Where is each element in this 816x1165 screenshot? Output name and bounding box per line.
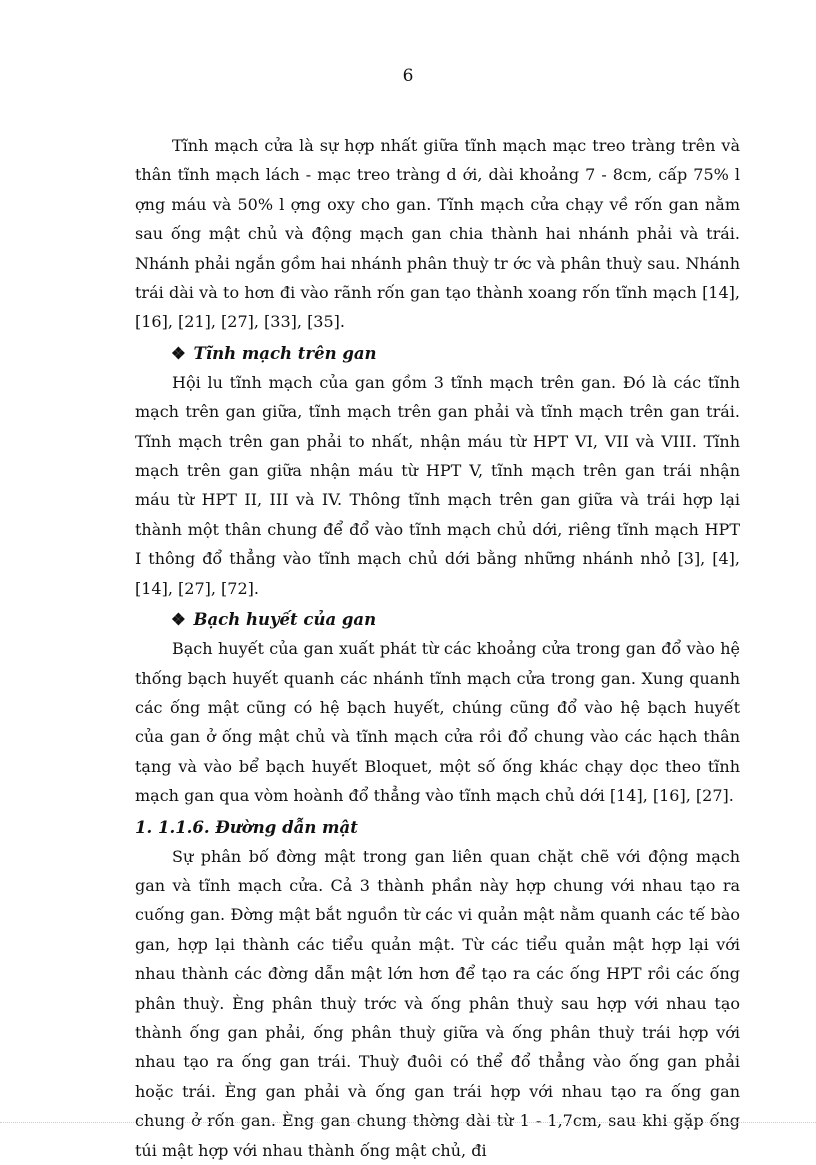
page-number: 6 bbox=[402, 66, 414, 86]
subheading-hepatic-veins bbox=[135, 339, 740, 368]
paragraph-lymphatics: Bạch huyết của gan xuất phát từ các khoảng cửa trong gan đổ vào hệ thống bạch huyết quanh các nhánh tĩnh mạch cửa trong gan. Xung quanh các ống mật cũng có hệ bạch huyết, chúng cũng đổ vào hệ bạch huyết của gan ở ống mật chủ và tĩnh mạch cửa rồi đổ chung vào các hạch thân tạng và vào bể bạch huyết Bloquet, một số ống khác chạy dọc theo tĩnh mạch gan qua vòm hoành đổ thẳng vào tĩnh mạch chủ dới [14], [16], [27]. bbox=[135, 639, 740, 806]
paragraph-portal-vein: Tĩnh mạch cửa là sự hợp nhất giữa tĩnh mạch mạc treo tràng trên và thân tĩnh mạch lách - mạc treo tràng d ới, dài khoảng 7 - 8cm, cấp 75% l ợng máu và 50% l ợng oxy cho gan. Tĩnh mạch cửa chạy về rốn gan nằm sau ống mật chủ và động mạch gan chia thành hai nhánh phải và trái. Nhánh phải ngắn gồm hai nhánh phân thuỳ tr ớc và phân thuỳ sau. Nhánh trái dài và to hơn đi vào rãnh rốn gan tạo thành xoang rốn tĩnh mạch [14], [16], [21], [27], [33], [35]. bbox=[135, 136, 740, 332]
paragraph-hepatic-veins: Hội lu tĩnh mạch của gan gồm 3 tĩnh mạch trên gan. Đó là các tĩnh mạch trên gan giữa, tĩnh mạch trên gan phải và tĩnh mạch trên gan trái. Tĩnh mạch trên gan phải to nhất, nhận máu từ HPT VI, VII và VIII. Tĩnh mạch trên gan giữa nhận máu từ HPT V, tĩnh mạch trên gan trái nhận máu từ HPT II, III và IV. Thông tĩnh mạch trên gan giữa và trái hợp lại thành một thân chung để đổ vào tĩnh mạch chủ dới, riêng tĩnh mạch HPT I thông đổ thẳng vào tĩnh mạch chủ dới bằng những nhánh nhỏ [3], [4], [14], [27], [72]. bbox=[135, 372, 740, 598]
paragraph-bile-ducts: Sự phân bố đờng mật trong gan liên quan chặt chẽ với động mạch gan và tĩnh mạch cửa. Cả 3 thành phần này hợp chung với nhau tạo ra cuống gan. Đờng mật bắt nguồn từ các vi quản mật nằm quanh các tế bào gan, hợp lại thành các tiểu quản mật. Từ các tiểu quản mật hợp lại với nhau thành các đờng dẫn mật lớn hơn để tạo ra các ống HPT rồi các ống phân thuỳ. Èng phân thuỳ trớc và ống phân thuỳ sau hợp với nhau tạo thành ống gan phải, ống phân thuỳ giữa và ống phân thuỳ trái hợp với nhau tạo ra ống gan trái. Thuỳ đuôi có thể đổ thẳng vào ống gan phải hoặc trái. Èng gan phải và ống gan trái hợp với nhau tạo ra ống gan chung ở rốn gan. Èng gan chung thờng dài từ 1 - 1,7cm, sau khi gặp ống túi mật hợp với nhau thành ống mật chủ, đi bbox=[135, 846, 740, 1160]
diamond-bullet-icon: ❖ bbox=[171, 343, 186, 363]
subheading-label: Bạch huyết của gan bbox=[193, 610, 377, 630]
section-heading-bile-ducts: 1. 1.1.6. Đường dẫn mật bbox=[135, 817, 358, 837]
diamond-bullet-icon: ❖ bbox=[171, 610, 186, 630]
subheading-label: Tĩnh mạch trên gan bbox=[193, 343, 377, 363]
subheading-lymphatics bbox=[135, 605, 740, 634]
page-content bbox=[135, 131, 740, 1165]
